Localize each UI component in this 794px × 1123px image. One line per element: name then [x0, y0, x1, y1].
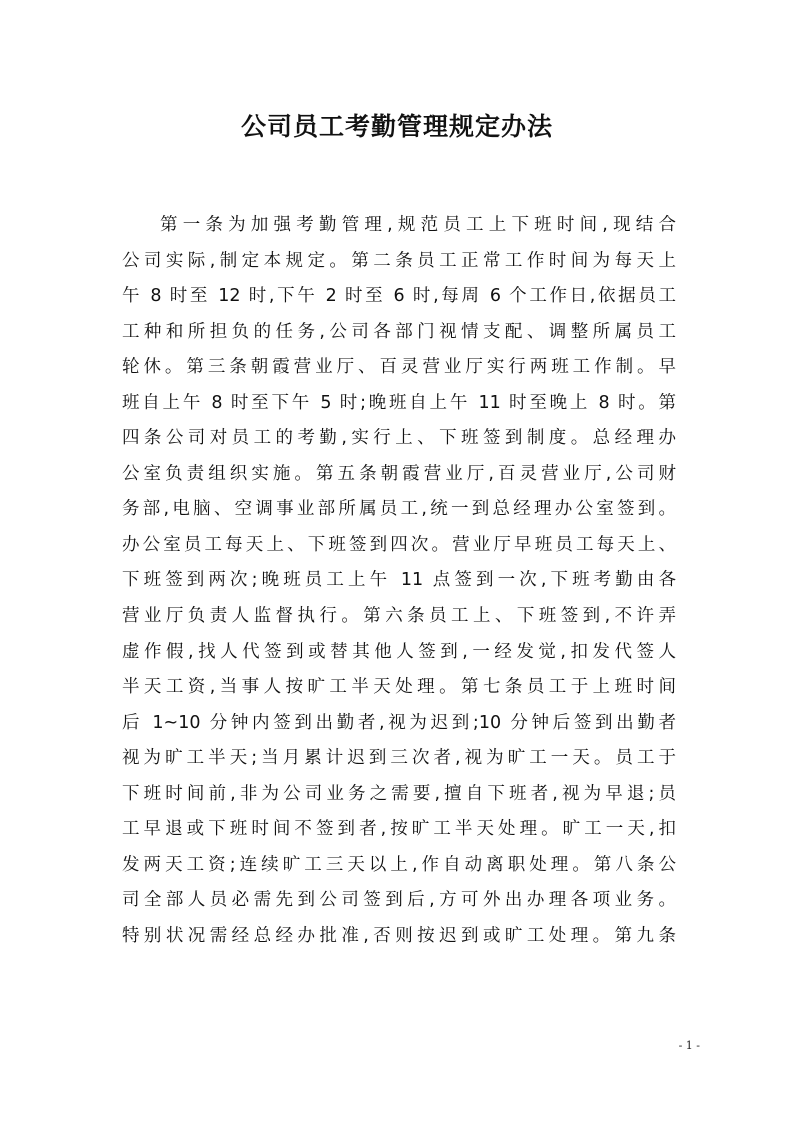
body-line: 半天工资,当事人按旷工半天处理。第七条员工于上班时间: [122, 677, 676, 698]
body-line: 特别状况需经总经办批准,否则按迟到或旷工处理。第九条: [122, 925, 676, 946]
body-line: 工早退或下班时间不签到者,按旷工半天处理。旷工一天,扣: [122, 819, 676, 840]
page-number: - 1 -: [678, 1039, 700, 1052]
body-line: 下班时间前,非为公司业务之需要,擅自下班者,视为早退;员: [122, 783, 676, 804]
body-line: 四条公司对员工的考勤,实行上、下班签到制度。总经理办: [122, 428, 676, 449]
body-line: 司全部人员必需先到公司签到后,方可外出办理各项业务。: [122, 890, 676, 911]
body-line: 下班签到两次;晚班员工上午 11 点签到一次,下班考勤由各: [122, 570, 676, 591]
body-line: 公司实际,制定本规定。第二条员工正常工作时间为每天上: [122, 250, 676, 271]
body-line: 务部,电脑、空调事业部所属员工,统一到总经理办公室签到。: [122, 499, 676, 520]
document-body: [122, 208, 676, 954]
body-line: 视为旷工半天;当月累计迟到三次者,视为旷工一天。员工于: [122, 748, 676, 769]
body-line: 公室负责组织实施。第五条朝霞营业厅,百灵营业厅,公司财: [122, 463, 676, 484]
body-line: 工种和所担负的任务,公司各部门视情支配、调整所属员工: [122, 321, 676, 342]
document-title: 公司员工考勤管理规定办法: [240, 112, 553, 141]
body-line: 第一条为加强考勤管理,规范员工上下班时间,现结合: [160, 215, 676, 235]
body-line: 发两天工资;连续旷工三天以上,作自动离职处理。第八条公: [122, 854, 676, 875]
body-line: 班自上午 8 时至下午 5 时;晚班自上午 11 时至晚上 8 时。第: [122, 392, 676, 413]
body-line: 后 1~10 分钟内签到出勤者,视为迟到;10 分钟后签到出勤者: [122, 712, 676, 733]
body-line: 营业厅负责人监督执行。第六条员工上、下班签到,不许弄: [122, 606, 676, 627]
body-line: 午 8 时至 12 时,下午 2 时至 6 时,每周 6 个工作日,依据员工: [122, 286, 676, 307]
body-line: 虚作假,找人代签到或替其他人签到,一经发觉,扣发代签人: [122, 641, 676, 662]
body-line: 办公室员工每天上、下班签到四次。营业厅早班员工每天上、: [122, 534, 676, 555]
body-line: 轮休。第三条朝霞营业厅、百灵营业厅实行两班工作制。早: [122, 357, 676, 378]
